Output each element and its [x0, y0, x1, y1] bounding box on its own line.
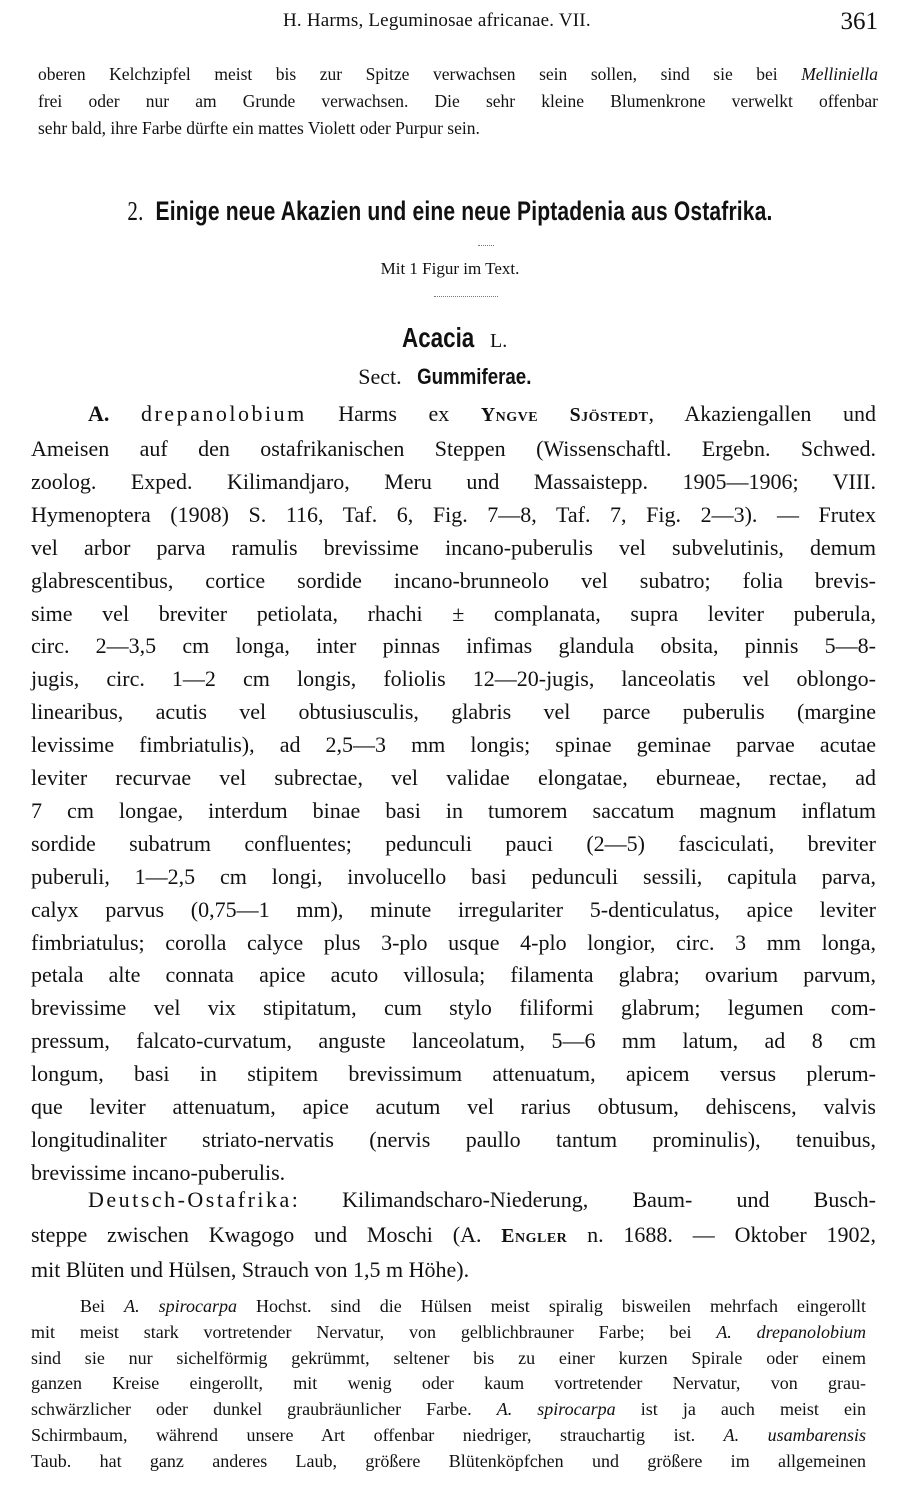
note-text: Hochst. sind die Hülsen meist spiralig bisweilen mehrfach eingerollt	[236, 1296, 866, 1316]
note-line	[31, 1322, 866, 1343]
section-name: Gummiferae.	[417, 364, 532, 389]
note-text: ist ja auch meist ein	[615, 1399, 867, 1420]
species-description-line: vel arbor parva ramulis brevissime incano-puberulis vel subvelutinis, demum	[31, 534, 876, 560]
locality-line: mit Blüten und Hülsen, Strauch von 1,5 m Höhe).	[31, 1257, 470, 1282]
locality-line	[88, 1187, 876, 1213]
locality-text: : Kilimandscharo-Niederung, Baum- und Busch-	[291, 1187, 876, 1212]
article-number: 2.	[127, 196, 144, 226]
species-description-line: longum, basi in stipitem brevissimum attenuatum, apicem versus plerum-	[31, 1061, 876, 1087]
species-name-italic: A. usambarensis	[723, 1425, 867, 1445]
species-description-line: brevissime incano-puberulis.	[31, 1159, 286, 1185]
species-description-line: Hymenoptera (1908) S. 116, Taf. 6, Fig. 7—8, Taf. 7, Fig. 2—3). — Frutex	[31, 501, 876, 527]
note-line	[31, 1373, 866, 1394]
locality-text: n. 1688. — Oktober 1902,	[567, 1222, 876, 1247]
species-authority: Harms ex	[338, 401, 450, 426]
species-description-line: que leviter attenuatum, apice acutum vel rarius obtusum, dehiscens, valvis	[31, 1094, 876, 1119]
note-text: Taub. hat ganz anderes Laub, größere Blütenköpfchen und größere im allgemeinen	[31, 1450, 866, 1471]
species-text: , Akaziengallen und	[648, 401, 876, 426]
note-text: sind sie nur sichelförmig gekrümmt, seltener bis zu einer kurzen Spirale oder einem	[31, 1347, 866, 1368]
species-name-italic: A. spirocarpa	[124, 1296, 237, 1316]
note-text: schwärzlicher oder dunkel graubräunlicher Farbe.	[31, 1399, 497, 1420]
running-head	[0, 8, 900, 38]
page-number: 361	[840, 8, 878, 35]
rule-long	[434, 296, 498, 297]
species-description-line: glabrescentibus, cortice sordide incano-brunneolo vel subatro; folia brevis-	[31, 567, 876, 593]
article-heading	[99, 196, 801, 227]
species-description-line: Ameisen auf den ostafrikanischen Steppen (Wissenschaftl. Ergebn. Schwed.	[31, 436, 876, 461]
species-description-line: calyx parvus (0,75—1 mm), minute irregulariter 5-denticulatus, apice leviter	[31, 896, 876, 922]
species-description-line: brevissime vel vix stipitatum, cum stylo filiformi glabrum; legumen com-	[31, 995, 876, 1021]
species-authority-name: Yngve Sjöstedt	[480, 404, 649, 426]
collector-name: Engler	[501, 1225, 568, 1247]
species-description-line: linearibus, acutis vel obtusiusculis, glabris vel parce puberulis (margine	[31, 699, 876, 725]
species-description-line: petala alte connata apice acuto villosula; filamenta glabra; ovarium parvum,	[31, 962, 876, 988]
note-line	[80, 1296, 866, 1317]
species-genus-abbrev: A.	[88, 401, 110, 426]
species-description-line: levissime fimbriatulis), ad 2,5—3 mm longis; spinae geminae parvae acutae	[31, 732, 876, 758]
note-text: Schirmbaum, während unsere Art offenbar niedriger, strauchartig ist.	[31, 1425, 724, 1445]
locality-line	[31, 1222, 876, 1248]
species-description-line: leviter recurvae vel subrectae, vel validae elongatae, eburneae, rectae, ad	[31, 765, 876, 790]
genus-heading	[0, 322, 900, 355]
article-subtitle: Mit 1 Figur im Text.	[380, 259, 520, 278]
genus-author: L.	[490, 330, 508, 352]
running-head-title: H. Harms, Leguminosae africanae. VII.	[283, 10, 591, 31]
species-description-line: circ. 2—3,5 cm longa, inter pinnas infimas glandula obsita, pinnis 5—8-	[31, 633, 876, 659]
species-epithet: drepanolobium	[140, 401, 307, 426]
locality-region: Deutsch-Ostafrika	[88, 1187, 292, 1212]
intro-line	[38, 64, 878, 85]
species-name-italic: A. drepanolobium	[716, 1321, 866, 1342]
species-description-line: pressum, falcato-curvatum, anguste lanceolatum, 5—6 mm latum, ad 8 cm	[31, 1028, 876, 1054]
rule-short	[478, 245, 494, 246]
genus-name: Acacia	[401, 322, 475, 353]
section-heading	[0, 364, 900, 390]
species-description-line: sime vel breviter petiolata, rhachi ± complanata, supra leviter puberula,	[31, 600, 876, 626]
species-line	[88, 401, 876, 427]
species-description-line: sordide subatrum confluentes; pedunculi pauci (2—5) fasciculati, breviter	[31, 830, 876, 856]
intro-text: oberen Kelchzipfel meist bis zur Spitze verwachsen sein sollen, sind sie bei	[38, 64, 802, 84]
note-text: ganzen Kreise eingerollt, mit wenig oder kaum vortretender Nervatur, von grau-	[31, 1373, 866, 1394]
species-description-line: jugis, circ. 1—2 cm longis, foliolis 12—20-jugis, lanceolatis vel oblongo-	[31, 666, 876, 692]
intro-line: frei oder nur am Grunde verwachsen. Die sehr kleine Blumenkrone verwelkt offenbar	[38, 91, 878, 111]
species-description-line: puberuli, 1—2,5 cm longi, involucello basi pedunculi sessili, capitula parva,	[31, 863, 876, 889]
species-description-line: fimbriatulus; corolla calyce plus 3-plo usque 4-plo longior, circ. 3 mm longa,	[31, 929, 876, 955]
note-text: Bei	[80, 1296, 125, 1316]
species-description-line: zoolog. Exped. Kilimandjaro, Meru und Massaistepp. 1905—1906; VIII.	[31, 468, 876, 494]
intro-line: sehr bald, ihre Farbe dürfte ein mattes Violett oder Purpur sein.	[38, 118, 480, 138]
article-title: Einige neue Akazien und eine neue Piptadenia aus Ostafrika.	[155, 196, 773, 226]
species-description-line: longitudinaliter striato-nervatis (nervis paullo tantum prominulis), tenuibus,	[31, 1126, 876, 1152]
section-prefix: Sect.	[358, 364, 402, 389]
note-line	[31, 1425, 866, 1446]
species-description-line: 7 cm longae, interdum binae basi in tumorem saccatum magnum inflatum	[31, 797, 876, 823]
note-line	[31, 1399, 866, 1420]
locality-text: steppe zwischen Kwagogo und Moschi (A.	[31, 1222, 502, 1247]
genus-name-italic: Melliniella	[801, 64, 878, 84]
note-text: mit meist stark vortretender Nervatur, von gelblichbrauner Farbe; bei	[31, 1321, 717, 1342]
note-line	[31, 1348, 866, 1369]
species-name-italic: A. spirocarpa	[496, 1399, 616, 1420]
note-line	[31, 1451, 866, 1472]
